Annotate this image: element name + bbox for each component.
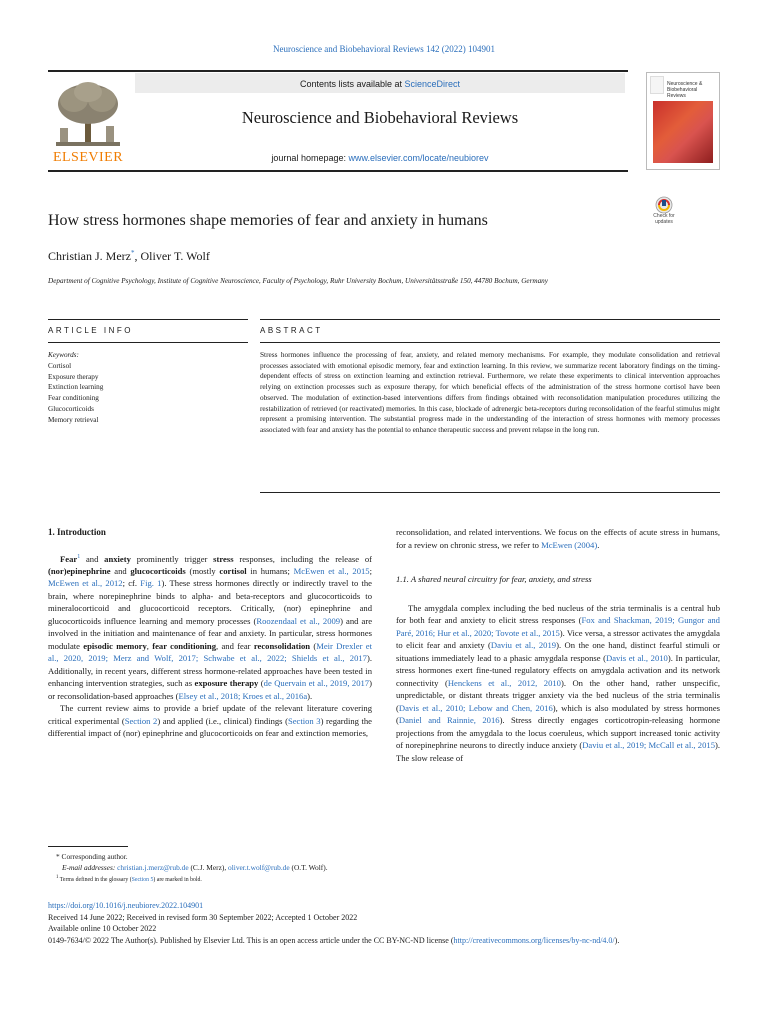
keyword-item: Exposure therapy [48,372,99,381]
contents-prefix: Contents lists available at [299,79,405,89]
text: ; [369,565,372,576]
text: ). These stress hormones directly or indirectly travel to the brain, where norepinephrine binds to alpha- and beta-receptors and glucocorticoids to mineralocorticoid and glucocorticoid receptors. Critically, (nor) epinephrine and glucocorticoids influence learning and memory processes ( [48,578,372,626]
abstract-heading: ABSTRACT [260,326,323,335]
term-anxiety: anxiety [104,553,131,564]
text: in humans; [246,565,294,576]
journal-name: Neuroscience and Biobehavioral Reviews [241,108,519,127]
term-cortisol: cortisol [219,565,247,576]
term-fear-conditioning: fear conditioning [152,640,217,651]
abstract-rule-top [260,319,720,320]
text: 0149-7634/© 2022 The Author(s). Published by Elsevier Ltd. This is an open access article under the CC BY-NC-ND license ( [48,935,454,945]
keyword-item: Memory retrieval [48,415,99,424]
email-link[interactable]: oliver.t.wolf@rub.de [228,862,290,872]
section-link[interactable]: Section 2 [124,715,158,726]
footnote-rule [48,846,128,847]
right-column [396,526,720,764]
license-line [48,935,728,947]
text: (mostly [185,565,220,576]
intro-paragraph-1 [48,551,372,703]
text: , and fear [216,640,254,651]
available-date: Available online 10 October 2022 [48,924,157,933]
text: ) and applied (i.e., clinical) findings ( [157,715,288,726]
text: The current review aims to provide a brief update of the relevant literature covering critical experimental ( [48,703,372,726]
citation-link[interactable]: Daviu et al., 2019; McCall et al., 2015 [582,740,715,750]
figure-link[interactable]: Fig. 1 [140,578,162,589]
term-reconsolidation: reconsolidation [253,640,311,651]
text: . [597,539,600,550]
text: ) and are involved in the initiation and maintenance of fear and anxiety. In particular, stress hormones modulate [48,615,373,651]
authors [48,249,210,264]
abstract-rule-bottom [260,492,720,493]
sciencedirect-link[interactable]: ScienceDirect [404,79,461,89]
glossary-note [48,873,728,885]
abstract-text: Stress hormones influence the processing of fear, anxiety, and related memory mechanisms. For example, they modulate consolidation and retrieval processes associated with emotional episodic memory, fear and extinction learning. In this review, we summarize recent laboratory findings on the timing-dependent effects of stress on extinction learning and extinction retrieval. Furthermore, we relate these experiments to clinical intervention approaches relying on extinction processes such as exposure therapy, for which beneficial effects of the administration of the stress hormone cortisol have been observed. The modulation of extinction-based interventions differs from findings obtained with reconsolidation manipulation procedures utilizing the restabilization of retrieved (or reactivated) memories. In this case, blockade of adrenergic beta-receptors during reconsolidation of the fearful stimulus might represent a promising intervention. The substantial progress made in the understanding of the interaction of stress hormones with memory processes associated with fear and anxiety has the potential to enhance therapeutic success and prevent relapse in the long run. [260,350,720,434]
text: ). On the other hand, rather unspecific, unpredictable, or distant threats trigger anxiety via the bed nucleus of the stria terminalis ( [396,677,720,713]
keyword-item: Extinction learning [48,383,104,392]
homepage-line [135,153,625,163]
citation-link[interactable]: Fox and Shackman, 2019; Gungor and Paré, 2016; Hur et al., 2020; Tovote et al., 2015 [396,615,720,638]
cover-title: Neuroscience & Biobehavioral Reviews [667,81,703,99]
text: (C.J. Merz), [188,862,229,872]
term-exposure-therapy: exposure therapy [194,678,259,689]
author-separator: , [134,249,141,263]
text: Corresponding author. [59,852,128,861]
citation-link[interactable]: Elsey et al., 2018; Kroes et al., 2016a [178,690,308,701]
email-link[interactable]: christian.j.merz@rub.de [117,862,189,872]
footnote-ref[interactable]: 1 [77,553,81,560]
article-title: How stress hormones shape memories of fear and anxiety in humans [48,212,488,229]
citation-link[interactable]: McEwen et al., 2015 [293,565,370,576]
keywords-label: Keywords: [48,351,79,359]
info-rule-mid [48,342,248,343]
text: ) regarding the differential impact of (nor) epinephrine and glucocorticoids on fear and extinction memories, [48,715,372,739]
citation-link[interactable]: Davis et al., 2010 [606,652,668,663]
article-info-heading: ARTICLE INFO [48,326,133,335]
term-fear: Fear [60,553,78,564]
check-updates-label: Check for updates [653,213,675,225]
section-heading-introduction: 1. Introduction [48,527,106,537]
citation-link[interactable]: Henckens et al., 2012, 2010 [447,677,561,688]
term-glucocorticoids: glucocorticoids [130,565,186,576]
corresponding-mark[interactable]: * [131,249,135,257]
text: ). On the one hand, distinct fearful stimuli or situations immediately lead to a phasic amygdala response ( [396,640,720,663]
text: ; cf. [122,578,141,589]
citation-link[interactable]: Davis et al., 2010; Lebow and Chen, 2016 [398,702,553,713]
text: ( [310,640,317,651]
text: ). [307,690,313,701]
citation-link[interactable]: de Quervain et al., 2019, 2017 [263,678,370,689]
keywords-block [48,350,248,426]
license-link[interactable]: http://creativecommons.org/licenses/by-nc-nd/4.0/ [453,935,615,945]
footnote-mark: 1 [56,875,59,880]
text: (O.T. Wolf). [289,862,328,872]
author-wolf[interactable]: Oliver T. Wolf [140,249,210,263]
keyword-item: Cortisol [48,361,72,370]
text: ). The slow release of [396,740,721,763]
subsection-heading: 1.1. A shared neural circuitry for fear, anxiety, and stress [396,574,592,584]
intro-paragraph-2 [48,702,372,740]
footnote-mark: * [56,852,60,861]
text: and [80,553,105,564]
term-episodic-memory: episodic memory [83,640,147,651]
keyword-item: Glucocorticoids [48,404,94,413]
homepage-link[interactable]: www.elsevier.com/locate/neubiorev [348,153,489,163]
text: prominently trigger [130,553,214,564]
text: responses, including the release of [233,553,372,564]
check-for-updates-button[interactable] [648,196,680,232]
received-dates: Received 14 June 2022; Received in revised form 30 September 2022; Accepted 1 October 2022 [48,912,358,922]
citation-link[interactable]: Daniel and Rainnie, 2016 [398,715,500,725]
text: ) are marked in bold. [153,876,202,883]
citation-link[interactable]: Roozendaal et al., 2009 [256,615,341,626]
check-updates-icon [648,196,680,214]
section-link[interactable]: Section 3 [287,715,321,726]
email-note [48,863,728,874]
term-stress: stress [213,553,234,564]
doi-link[interactable]: https://doi.org/10.1016/j.neubiorev.2022.104901 [48,901,204,910]
text: reconsolidation, and related interventions. We focus on the effects of acute stress in humans, for a review on chronic stress, we refer to [396,527,720,550]
footnotes [48,852,728,885]
text: The amygdala complex including the bed nucleus of the stria terminalis is a central hub for both fear and anxiety to elicit stress responses ( [396,602,720,625]
text: ). Additionally, in recent years, different stress hormone-related approaches have been tested in enhancing intervention strategies, such as [48,653,372,689]
term-norepinephrine: (nor)epinephrine [48,565,111,576]
text: ( [258,678,264,689]
text: ). Vice versa, a stressor activates the amygdala to elicit fear and anxiety ( [396,627,720,650]
section-link[interactable]: Section 5 [131,876,154,883]
contents-line [135,79,625,89]
author-merz[interactable]: Christian J. Merz [48,249,131,263]
text: ), which is also modulated by stress hormones ( [396,702,720,725]
elsevier-tree-icon [50,78,126,150]
homepage-prefix: journal homepage: [271,153,349,163]
publisher-name: ELSEVIER [52,150,124,165]
journal-cover [646,72,720,170]
intro-paragraph-3 [396,526,720,551]
cover-art [653,101,713,163]
info-rule-top [48,319,248,320]
email-label: E-mail addresses: [62,862,118,872]
left-column [48,526,372,740]
subsection-paragraph [396,602,720,765]
citation-link[interactable]: McEwen et al., 2012 [48,578,123,589]
text: ). Stress directly engages corticotropin-releasing hormone projections from the amygdala to the locus coeruleus, which support increased tonic activity of norepinephrine neurons to directly induce anxiety ( [396,715,721,750]
affiliation: Department of Cognitive Psychology, Institute of Cognitive Neuroscience, Faculty of Psychology, Ruhr University Bochum, Universitätsstraße 150, 44780 Bochum, Germany [48,277,548,285]
abstract-rule-mid [260,342,720,343]
text: Terms defined in the glossary ( [58,876,132,883]
cover-logo-icon [650,76,664,94]
journal-citation: Neuroscience and Biobehavioral Reviews 142 (2022) 104901 [273,44,495,54]
elsevier-logo [50,78,126,166]
text: , [146,640,153,651]
citation-link[interactable]: Meir Drexler et al., 2020, 2019; Merz and Wolf, 2017; Schwabe et al., 2022; Shields et al., 2017 [48,640,372,664]
citation-link[interactable]: Daviu et al., 2019 [490,640,557,650]
text: and [110,565,131,576]
text: ). [614,935,620,945]
keyword-item: Fear conditioning [48,394,99,403]
text: ) or reconsolidation-based approaches ( [48,678,372,701]
text: ). In particular, stress hormones exert fine-tuned regulatory effects on amygdala activation and its network connectivity ( [396,652,720,688]
corresponding-note [48,852,728,863]
publication-info [48,900,728,946]
citation-link[interactable]: McEwen (2004) [541,539,598,550]
